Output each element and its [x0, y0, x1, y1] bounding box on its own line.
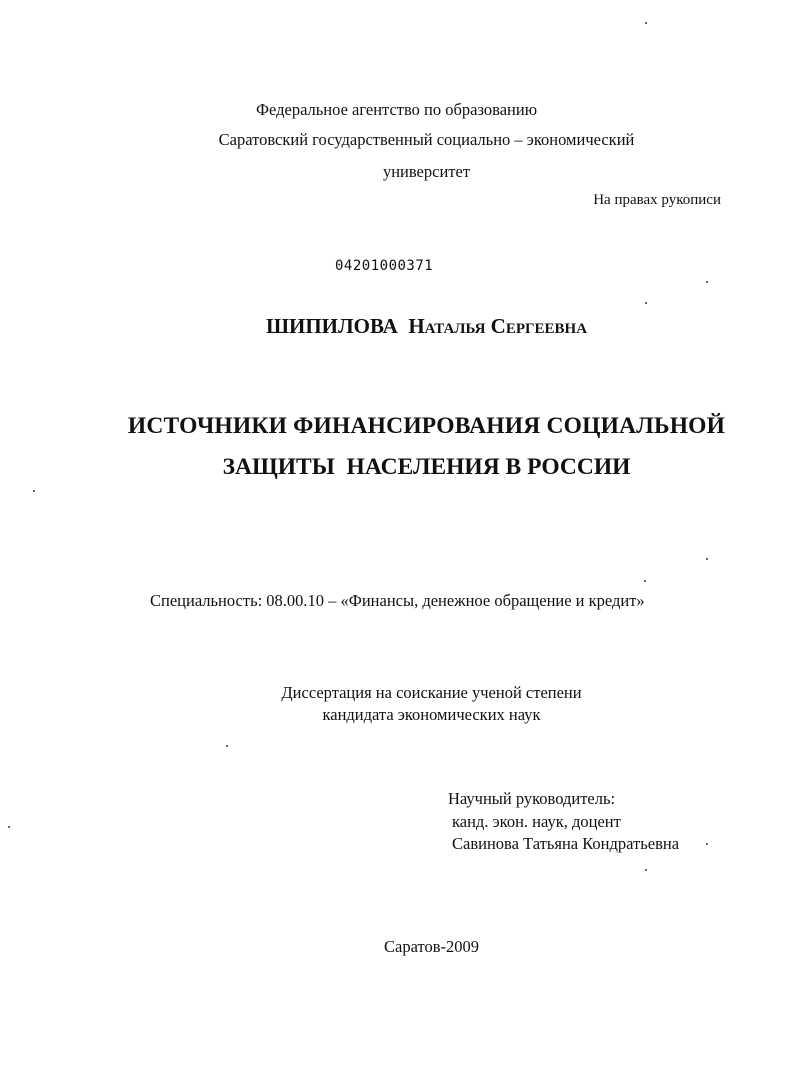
- place-and-year: Саратов-2009: [383, 937, 479, 956]
- university-name-continued: университет: [382, 162, 471, 181]
- author-surname: ШИПИЛОВА: [265, 314, 398, 338]
- supervisor-label: Научный руководитель:: [448, 789, 616, 808]
- scan-speck: [706, 558, 708, 560]
- agency-name: Федеральное агентство по образованию: [255, 100, 538, 119]
- scan-speck: [706, 843, 708, 845]
- manuscript-rights-note: На правах рукописи: [593, 192, 721, 208]
- author-given-names: Наталья Сергеевна: [408, 314, 588, 338]
- degree-line2: кандидата экономических наук: [322, 705, 541, 724]
- specialty: Специальность: 08.00.10 – «Финансы, денежное обращение и кредит»: [150, 591, 645, 610]
- scan-speck: [645, 22, 647, 24]
- supervisor-degree: канд. экон. наук, доцент: [452, 812, 621, 831]
- scan-speck: [644, 580, 646, 582]
- scan-speck: [645, 869, 647, 871]
- scan-speck: [33, 490, 35, 492]
- author-name: [30, 314, 793, 339]
- degree-line1: Диссертация на соискание ученой степени: [281, 683, 582, 702]
- scan-speck: [8, 826, 10, 828]
- scan-speck: [226, 745, 228, 747]
- supervisor-name: Савинова Татьяна Кондратьевна: [452, 834, 680, 853]
- registration-number-stamp: 04201000371: [335, 258, 434, 274]
- dissertation-title-line2: ЗАЩИТЫ НАСЕЛЕНИЯ В РОССИИ: [222, 454, 631, 480]
- dissertation-title-line1: ИСТОЧНИКИ ФИНАНСИРОВАНИЯ СОЦИАЛЬНОЙ: [127, 413, 726, 439]
- university-name: Саратовский государственный социально – экономический: [218, 130, 635, 149]
- scan-speck: [706, 281, 708, 283]
- scan-speck: [645, 302, 647, 304]
